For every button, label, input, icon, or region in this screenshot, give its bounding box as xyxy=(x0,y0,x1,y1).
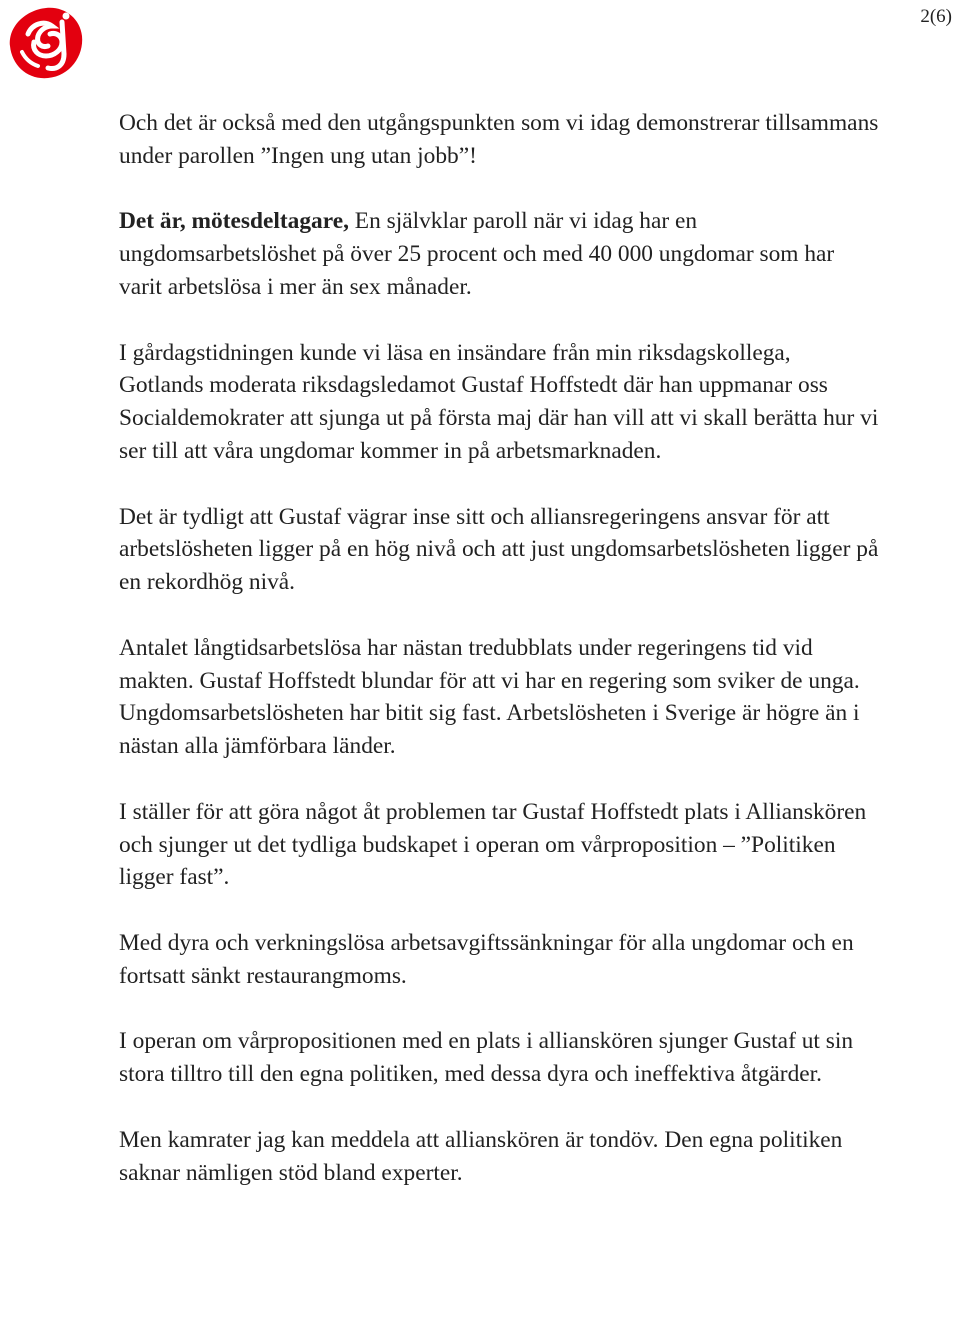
paragraph-text: Med dyra och verkningslösa arbetsavgiftssänkningar för alla ungdomar och en fortsatt sänkt restaurangmoms. xyxy=(119,929,854,989)
paragraph-2 xyxy=(119,205,879,303)
speech-body xyxy=(119,107,879,1222)
paragraph-text: Men kamrater jag kan meddela att allianskören är tondöv. Den egna politiken saknar nämligen stöd bland experter. xyxy=(119,1126,843,1186)
paragraph-bold-lead: Det är, mötesdeltagare, xyxy=(119,208,349,235)
paragraph-text: I ställer för att göra något åt problemen tar Gustaf Hoffstedt plats i Allianskören och sjunger ut det tydliga budskapet i operan om vårproposition – ”Politiken ligger fast”. xyxy=(119,798,867,891)
paragraph-text: I operan om vårpropositionen med en plats i allianskören sjunger Gustaf ut sin stora tilltro till den egna politiken, med dessa dyra och ineffektiva åtgärder. xyxy=(119,1028,854,1088)
paragraph-3 xyxy=(119,337,879,468)
paragraph-9 xyxy=(119,1124,879,1190)
paragraph-6 xyxy=(119,796,879,894)
paragraph-5 xyxy=(119,632,879,763)
page-number: 2(6) xyxy=(920,6,952,27)
paragraph-text: Det är tydligt att Gustaf vägrar inse sitt och alliansregeringens ansvar för att arbetslösheten ligger på en hög nivå och att just ungdomsarbetslösheten ligger på en rekordhög nivå. xyxy=(119,503,879,596)
paragraph-text: I gårdagstidningen kunde vi läsa en insändare från min riksdagskollega, Gotlands moderata riksdagsledamot Gustaf Hoffstedt där han uppmanar oss Socialdemokrater att sjunga ut på första maj där han vill att vi skall berätta hur vi ser till att våra ungdomar kommer in på arbetsmarknaden. xyxy=(119,339,879,464)
paragraph-text: En självklar paroll när vi idag har en ungdomsarbetslöshet på över 25 procent och med 40 000 ungdomar som har varit arbetslösa i mer än sex månader. xyxy=(119,208,835,300)
paragraph-text: Antalet långtidsarbetslösa har nästan tredubblats under regeringens tid vid makten. Gustaf Hoffstedt blundar för att vi har en regering som sviker de unga. Ungdomsarbetslösheten har bitit sig fast. Arbetslösheten i Sverige är högre än i nästan alla jämförbara länder. xyxy=(119,634,860,760)
paragraph-4 xyxy=(119,501,879,599)
paragraph-1 xyxy=(119,107,879,173)
rose-logo xyxy=(6,4,86,82)
paragraph-8 xyxy=(119,1025,879,1091)
paragraph-7 xyxy=(119,927,879,993)
paragraph-text: Och det är också med den utgångspunkten som vi idag demonstrerar tillsammans under parollen ”Ingen ung utan jobb”! xyxy=(119,110,879,169)
